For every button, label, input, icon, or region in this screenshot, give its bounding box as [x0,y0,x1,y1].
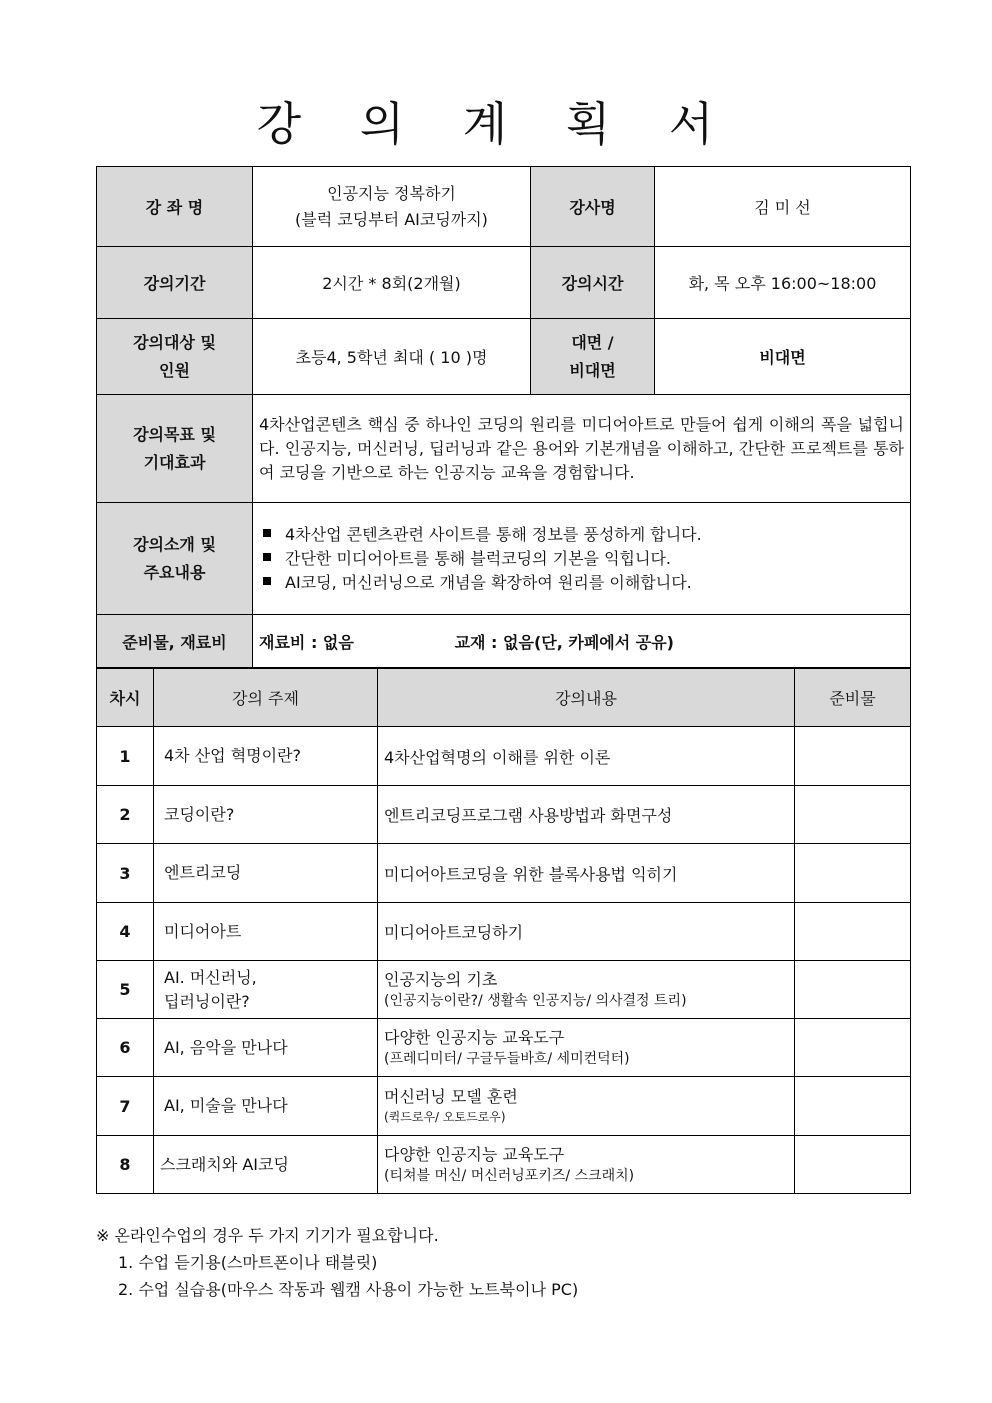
session-topic: AI, 미술을 만나다 [154,1077,378,1136]
period-value: 2시간 * 8회(2개월) [253,247,531,319]
session-prep [795,727,911,786]
session-content-main: 머신러닝 모델 훈련 [384,1087,518,1106]
table-row [97,961,911,1019]
materials-label: 준비물, 재료비 [97,615,253,668]
session-prep [795,1136,911,1194]
session-number: 3 [97,844,154,903]
table-row [97,844,911,903]
intro-list-cell [253,503,911,615]
table-row [97,727,911,786]
period-label: 강의기간 [97,247,253,319]
intro-item [263,547,910,571]
session-content-main: 다양한 인공지능 교육도구 [384,1144,565,1164]
schedule-table [96,668,911,1194]
session-content: 미디어아트코딩하기 [378,903,795,961]
bullet-square-icon [263,529,271,537]
mode-label-line1: 대면 / [571,332,614,352]
intro-item-text: 간단한 미디어아트를 통해 블럭코딩의 기본을 익힙니다. [285,548,672,568]
intro-label-line2: 주요내용 [143,562,206,582]
session-number: 5 [97,961,154,1019]
header-session: 차시 [97,669,154,727]
target-value: 초등4, 5학년 최대 ( 10 )명 [253,319,531,395]
session-number: 2 [97,786,154,844]
session-topic: 코딩이란? [154,786,378,844]
target-label-line1: 강의대상 및 [133,332,216,352]
session-prep [795,903,911,961]
mode-value: 비대면 [655,319,911,395]
bullet-square-icon [263,553,271,561]
materials-book: 교재 : 없음(단, 카페에서 공유) [454,632,674,652]
session-content-detail: (퀵드로우/ 오토드로우) [384,1110,506,1124]
session-content [378,1077,795,1136]
notes-item-2: 2. 수업 실습용(마우스 작동과 웹캠 사용이 가능한 노트북이나 PC) [118,1280,579,1299]
time-value: 화, 목 오후 16:00~18:00 [655,247,911,319]
intro-item-text: 4차산업 콘텐츠관련 사이트를 통해 정보를 풍성하게 합니다. [285,524,702,544]
header-content: 강의내용 [378,669,795,727]
session-content [378,1019,795,1077]
session-topic: 엔트리코딩 [154,844,378,903]
session-content-main: 인공지능의 기초 [384,969,498,989]
session-topic [154,961,378,1019]
intro-item [263,571,910,595]
session-content-detail: (인공지능이란?/ 생활속 인공지능/ 의사결정 트리) [384,992,687,1009]
bullet-square-icon [263,577,271,585]
table-row [97,1019,911,1077]
instructor-label: 강사명 [531,167,655,247]
materials-cell [253,615,911,668]
session-topic: 스크래치와 AI코딩 [154,1136,378,1194]
session-prep [795,961,911,1019]
page-title: 강 의 계 획 서 [256,97,736,151]
notes-item-1: 1. 수업 듣기용(스마트폰이나 태블릿) [118,1253,378,1272]
session-content: 4차산업혁명의 이해를 위한 이론 [378,727,795,786]
instructor-name: 김 미 선 [655,167,911,247]
session-number: 8 [97,1136,154,1194]
session-prep [795,844,911,903]
header-prep: 준비물 [795,669,911,727]
session-topic-line1: AI. 머신러닝, [164,967,257,987]
target-label [97,319,253,395]
session-content: 엔트리코딩프로그램 사용방법과 화면구성 [378,786,795,844]
goal-label-line2: 기대효과 [143,452,206,472]
mode-label-line2: 비대면 [569,360,616,380]
session-number: 6 [97,1019,154,1077]
session-prep [795,1077,911,1136]
session-content [378,961,795,1019]
session-topic: AI, 음악을 만나다 [154,1019,378,1077]
course-name [253,167,531,247]
session-topic: 4차 산업 혁명이란? [154,727,378,786]
session-content [378,1136,795,1194]
session-content-main: 다양한 인공지능 교육도구 [384,1027,565,1047]
session-number: 7 [97,1077,154,1136]
session-prep [795,1019,911,1077]
session-number: 1 [97,727,154,786]
goal-label [97,395,253,503]
header-topic: 강의 주제 [154,669,378,727]
table-row [97,1077,911,1136]
notes-head: ※ 온라인수업의 경우 두 가지 기기가 필요합니다. [96,1226,439,1245]
online-notes [96,1222,578,1303]
intro-label [97,503,253,615]
intro-list [253,517,910,601]
session-content-detail: (프레디미터/ 구글두들바흐/ 세미컨덕터) [384,1050,630,1067]
table-row [97,1136,911,1194]
session-content-detail: (티쳐블 머신/ 머신러닝포키즈/ 스크래치) [384,1167,635,1184]
intro-label-line1: 강의소개 및 [133,534,216,554]
session-topic: 미디어아트 [154,903,378,961]
goal-label-line1: 강의목표 및 [133,424,216,444]
table-row [97,903,911,961]
materials-fee: 재료비 : 없음 [259,632,354,652]
mode-label [531,319,655,395]
session-topic-line2: 딥러닝이란? [164,991,250,1011]
course-label: 강 좌 명 [97,167,253,247]
course-info-table [96,166,911,668]
course-name-line2: (블럭 코딩부터 AI코딩까지) [295,209,488,229]
session-content: 미디어아트코딩을 위한 블록사용법 익히기 [378,844,795,903]
table-row [97,786,911,844]
intro-item [263,523,910,547]
time-label: 강의시간 [531,247,655,319]
goal-text: 4차산업콘텐츠 핵심 중 하나인 코딩의 원리를 미디어아트로 만들어 쉽게 이해의 폭을 넓힙니다. 인공지능, 머신러닝, 딥러닝과 같은 용어와 기본개념을 이해하고, 간단한 프로젝트를 통하여 코딩을 기반으로 하는 인공지능 교육을 경험합니다. [253,395,911,503]
session-prep [795,786,911,844]
course-name-line1: 인공지능 정복하기 [327,183,456,203]
intro-item-text: AI코딩, 머신러닝으로 개념을 확장하여 원리를 이해합니다. [285,572,692,592]
target-label-line2: 인원 [159,360,190,380]
session-number: 4 [97,903,154,961]
